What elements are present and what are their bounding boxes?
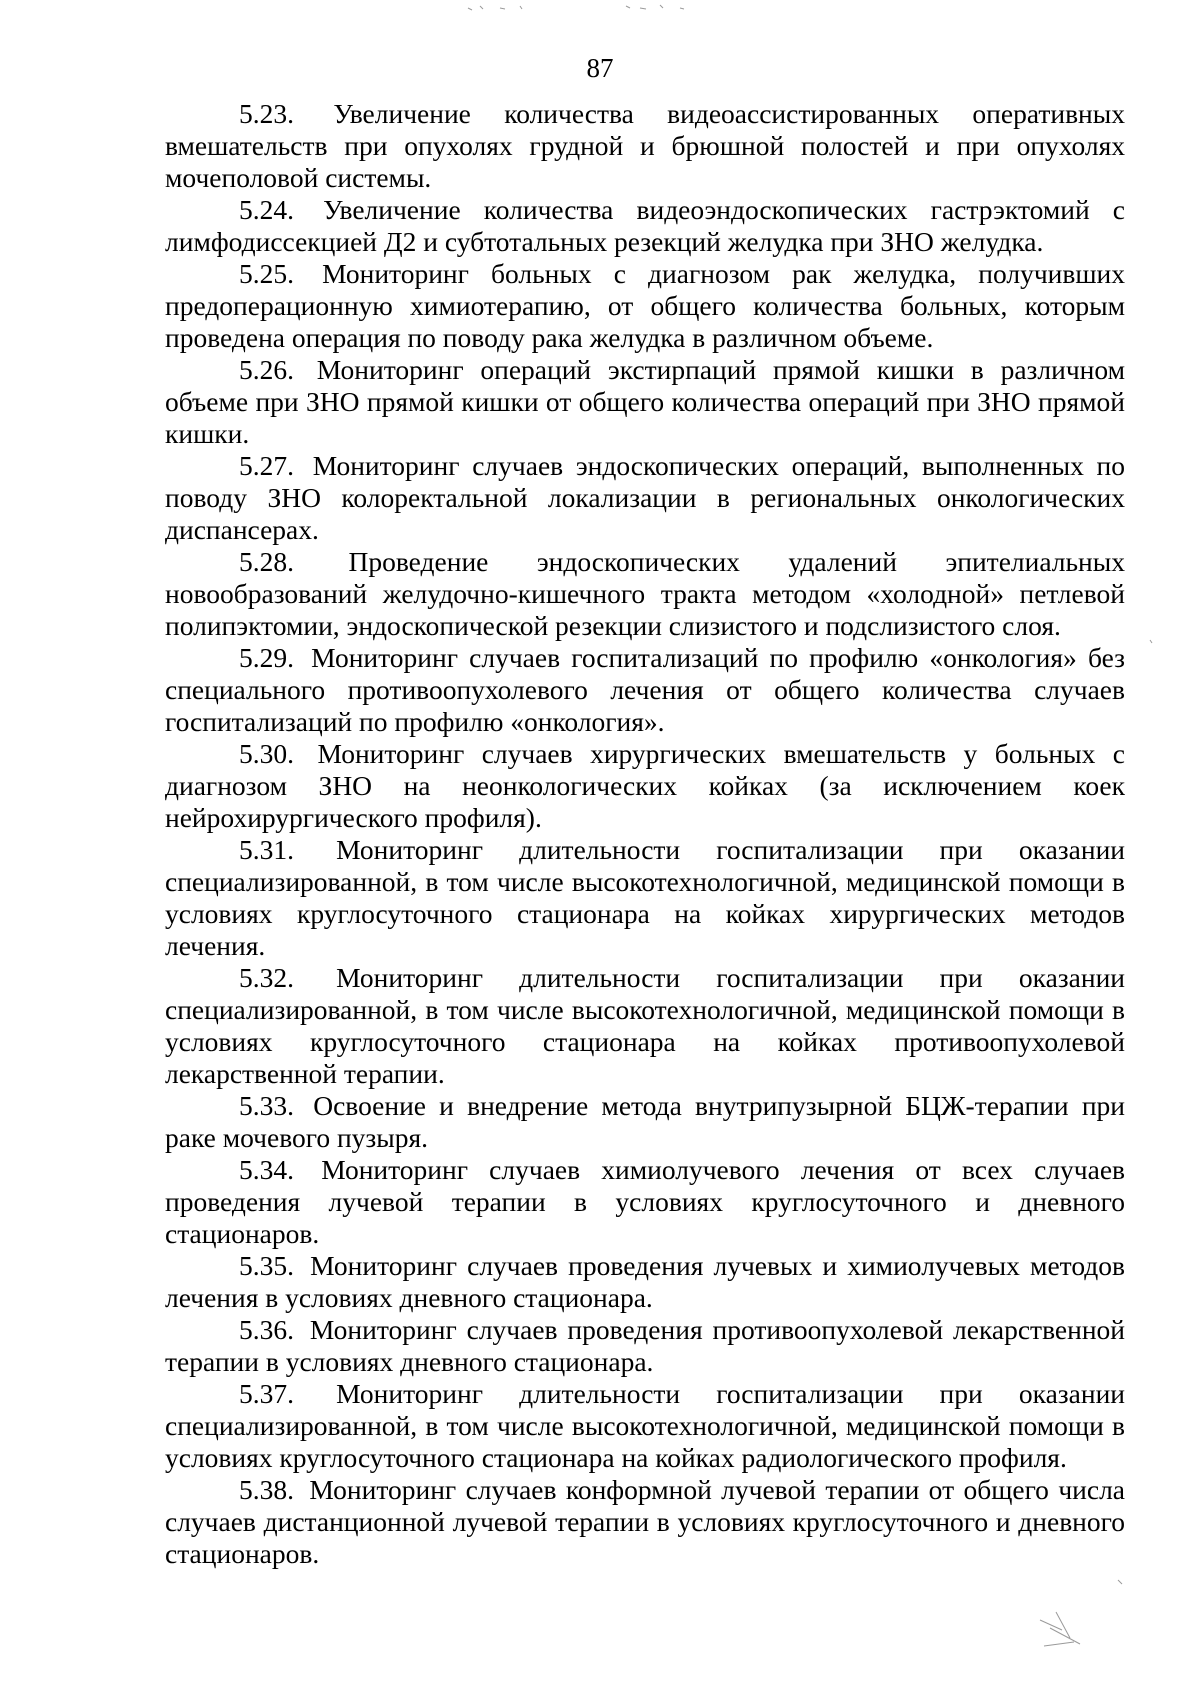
list-item	[165, 738, 1125, 834]
item-text: Мониторинг длительности госпитализации при оказании специализированной, в том числе высокотехнологичной, медицинской помощи в условиях круглосуточного стационара на койках противоопухолевой лекарственной терапии.	[165, 962, 1126, 1089]
item-number: 5.37.	[239, 1378, 294, 1409]
list-item	[165, 194, 1125, 258]
item-number: 5.27.	[239, 450, 294, 481]
list-item	[165, 642, 1125, 738]
item-text: Мониторинг больных с диагнозом рак желудка, получивших предоперационную химиотерапию, от общего количества больных, которым проведена операция по поводу рака желудка в различном объеме.	[165, 258, 1125, 353]
list-item	[165, 450, 1125, 546]
list-item	[165, 1378, 1125, 1474]
item-number: 5.34.	[239, 1154, 294, 1185]
item-text: Мониторинг случаев химиолучевого лечения от всех случаев проведения лучевой терапии в условиях круглосуточного и дневного стационаров.	[165, 1154, 1126, 1249]
list-item	[165, 354, 1125, 450]
list-item	[165, 1314, 1125, 1378]
list-item	[165, 834, 1125, 962]
page-number: 87	[586, 53, 614, 83]
item-number: 5.31.	[239, 834, 294, 865]
item-text: Мониторинг случаев госпитализаций по профилю «онкология» без специального противоопухолевого лечения от общего количества случаев госпитализаций по профилю «онкология».	[165, 642, 1126, 737]
item-number: 5.32.	[239, 962, 294, 993]
list-item	[165, 258, 1125, 354]
item-text: Мониторинг длительности госпитализации при оказании специализированной, в том числе высокотехнологичной, медицинской помощи в условиях круглосуточного стационара на койках хирургических методов лечения.	[165, 834, 1126, 961]
item-number: 5.29.	[239, 642, 294, 673]
list-item	[165, 1154, 1125, 1250]
item-text: Мониторинг случаев конформной лучевой терапии от общего числа случаев дистанционной лучевой терапии в условиях круглосуточного и дневного стационаров.	[165, 1474, 1125, 1569]
list-item	[165, 962, 1125, 1090]
list-item	[165, 546, 1125, 642]
list-item	[165, 1250, 1125, 1314]
item-text: Проведение эндоскопических удалений эпителиальных новообразований желудочно-кишечного тракта методом «холодной» петлевой полипэктомии, эндоскопической резекции слизистого и подслизистого слоя.	[165, 546, 1125, 641]
item-text: Мониторинг случаев проведения противоопухолевой лекарственной терапии в условиях дневного стационара.	[165, 1314, 1125, 1377]
item-text: Мониторинг операций экстирпаций прямой кишки в различном объеме при ЗНО прямой кишки от общего количества операций при ЗНО прямой кишки.	[165, 354, 1126, 449]
item-text: Увеличение количества видеоэндоскопических гастрэктомий с лимфодиссекцией Д2 и субтотальных резекций желудка при ЗНО желудка.	[165, 194, 1125, 257]
list-item	[165, 1474, 1125, 1570]
item-text: Мониторинг случаев эндоскопических операций, выполненных по поводу ЗНО колоректальной локализации в региональных онкологических диспансерах.	[165, 450, 1125, 545]
item-number: 5.25.	[239, 258, 294, 289]
item-text: Мониторинг длительности госпитализации при оказании специализированной, в том числе высокотехнологичной, медицинской помощи в условиях круглосуточного стационара на койках радиологического профиля.	[165, 1378, 1126, 1473]
item-text: Освоение и внедрение метода внутрипузырной БЦЖ-терапии при раке мочевого пузыря.	[165, 1090, 1126, 1153]
item-number: 5.36.	[239, 1314, 294, 1345]
document-body	[165, 98, 1125, 1570]
item-text: Увеличение количества видеоассистированных оперативных вмешательств при опухолях грудной и брюшной полостей и при опухолях мочеполовой системы.	[165, 98, 1125, 193]
item-text: Мониторинг случаев хирургических вмешательств у больных с диагнозом ЗНО на неонкологических койках (за исключением коек нейрохирургического профиля).	[165, 738, 1125, 833]
item-number: 5.35.	[239, 1250, 294, 1281]
item-number: 5.26.	[239, 354, 294, 385]
item-number: 5.23.	[239, 98, 294, 129]
list-item	[165, 98, 1125, 194]
item-number: 5.33.	[239, 1090, 294, 1121]
item-number: 5.30.	[239, 738, 294, 769]
item-number: 5.24.	[239, 194, 294, 225]
item-number: 5.38.	[239, 1474, 294, 1505]
item-text: Мониторинг случаев проведения лучевых и химиолучевых методов лечения в условиях дневного стационара.	[165, 1250, 1126, 1313]
list-item	[165, 1090, 1125, 1154]
item-number: 5.28.	[239, 546, 294, 577]
